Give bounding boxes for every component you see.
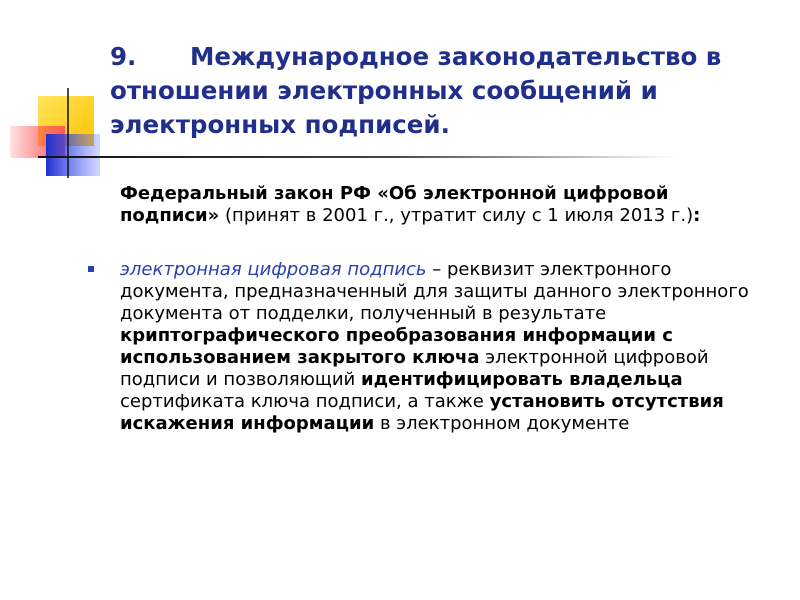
definition-bold-1: криптографического преобразования информации с использованием закрытого ключа bbox=[120, 325, 673, 368]
law-dates: (принят в 2001 г., утратит силу с 1 июля 2013 г.) bbox=[219, 205, 694, 226]
law-reference bbox=[120, 183, 770, 227]
definition-bold-2: идентифицировать владельца bbox=[360, 369, 683, 390]
definition-paragraph bbox=[120, 259, 770, 435]
law-name: Федеральный закон РФ «Об электронной цифровой подписи» bbox=[120, 183, 669, 226]
blue-square bbox=[46, 134, 100, 176]
definition-text-1: – реквизит электронного документа, предназначенный для защиты данного электронного документа от подделки, полученный в результате bbox=[120, 259, 749, 324]
title-divider bbox=[38, 156, 678, 158]
definition-text-2: электронной цифровой подписи и позволяющий bbox=[120, 347, 709, 390]
definition-text-4: в электронном документе bbox=[374, 413, 630, 434]
slide-title bbox=[110, 40, 770, 142]
definition-bold-3: установить отсутствия искажения информации bbox=[120, 391, 724, 434]
title-text: Международное законодательство в отношении электронных сообщений и электронных подписей. bbox=[110, 42, 722, 139]
law-colon: : bbox=[693, 205, 701, 226]
defined-term: электронная цифровая подпись bbox=[120, 259, 427, 280]
definition-text-3: сертификата ключа подписи, а также bbox=[120, 391, 490, 412]
bullet-marker bbox=[88, 266, 94, 272]
title-number: 9. bbox=[110, 42, 137, 71]
